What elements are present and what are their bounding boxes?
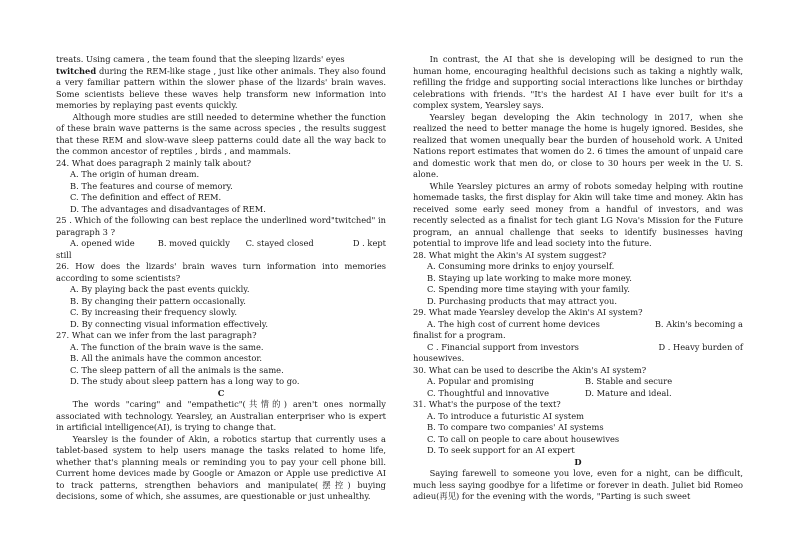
options-row — [413, 342, 743, 354]
paragraph: Yearsley began developing the Akin technology in 2017, when she realized the need to better manage the home is hugely ignored. Besides, she realized that women unequally bear the burden of household work. A United Nations report estimates that women do 2. 6 times the amount of unpaid care and domestic work that men do, or close to 30 hours per week in the U. S. alone. — [413, 111, 743, 179]
text: during the REM-like stage , just like other animals. They also found a very familiar pattern within the slower phase of the lizards' brain waves. Some scientists believe these waves help transform new information into memories by replaying past events quickly. — [56, 65, 386, 110]
option-continuation: still — [56, 249, 72, 260]
option: D. Mature and ideal. — [585, 387, 672, 398]
option: D . kept — [352, 238, 387, 248]
option: B. The features and course of memory. — [70, 180, 233, 191]
options-row — [413, 319, 743, 331]
option: B. moved quickly — [157, 238, 230, 248]
option: A. Consuming more drinks to enjoy yourself. — [427, 261, 615, 271]
option: C. Spending more time staying with your family. — [427, 284, 630, 294]
paragraph: In contrast, the AI that she is developing will be designed to run the human home, encouraging healthful decisions such as taking a nightly walk, refilling the fridge and supporting social interactions like lunches or birthday celebrations with friends. "It's the hardest AI I have ever built for it's a complex system, Yearsley says. — [413, 54, 743, 110]
question-28: 28. What might the Akin's AI system suggest? — [413, 249, 607, 260]
options-row — [413, 388, 743, 400]
question-27: 27. What can we infer from the last paragraph? — [56, 330, 257, 340]
option: D. By connecting visual information effectively. — [70, 318, 269, 329]
option: D. Purchasing products that may attract you. — [427, 295, 618, 306]
question-25: 25 . Which of the following can best replace the underlined word"twitched" in paragraph 3 ? — [56, 215, 386, 237]
paragraph: Saying farewell to someone you love, even for a night, can be difficult, much less saying goodbye for a lifetime or forever in death. Juliet bid Romeo adieu(再见) for the evening with the words, "Parting is such sweet — [413, 468, 743, 501]
option: A. opened wide — [70, 238, 135, 248]
question-24: 24. What does paragraph 2 mainly talk about? — [56, 157, 252, 168]
option: A. The function of the brain wave is the same. — [70, 341, 264, 352]
question-31: 31. What's the purpose of the text? — [413, 399, 561, 409]
option-continuation: housewives. — [413, 353, 465, 363]
option: C. By increasing their frequency slowly. — [70, 307, 237, 317]
option: B. By changing their pattern occasionally. — [70, 295, 246, 306]
question-29: 29. What made Yearsley develop the Akin's AI system? — [413, 307, 643, 317]
text: treats. Using camera , the team found that the sleeping lizards' eyes — [56, 54, 345, 64]
question-26: 26. How does the lizards' brain waves turn information into memories according to some scientists? — [56, 261, 386, 283]
option-continuation: finalist for a program. — [413, 330, 506, 340]
right-column — [413, 54, 743, 503]
option: B. Akin's becoming a — [654, 318, 743, 329]
option: B. Staying up late working to make more money. — [427, 272, 632, 283]
option: C. stayed closed — [245, 238, 314, 248]
option: D. The study about sleep pattern has a long way to go. — [70, 376, 300, 386]
option: A. By playing back the past events quickly. — [70, 284, 250, 294]
option: C. The definition and effect of REM. — [70, 192, 222, 202]
paragraph: The words "caring" and "empathetic"(共情的) aren't ones normally associated with technology. Yearsley, an Australian enterpriser who is expert in artificial intelligence(AI), is trying to change that. — [56, 399, 386, 432]
options-row — [413, 376, 743, 388]
option: A. To introduce a futuristic AI system — [427, 410, 584, 421]
section-heading-c: C — [217, 387, 225, 398]
option: C. The sleep pattern of all the animals is the same. — [70, 364, 284, 375]
option: C. To call on people to care about housewives — [427, 433, 620, 444]
question-30: 30. What can be used to describe the Akin's AI system? — [413, 364, 647, 375]
left-column — [56, 54, 386, 503]
underlined-word: twitched — [56, 65, 97, 76]
option: A. The origin of human dream. — [70, 169, 200, 179]
option: A. The high cost of current home devices — [427, 318, 600, 329]
paragraph — [56, 54, 386, 112]
option: B. To compare two companies' AI systems — [427, 422, 604, 432]
paragraph: Yearsley is the founder of Akin, a robotics startup that currently uses a tablet-based system to help users manage the tasks related to home life, whether that's planning meals or reminding you to pay your cell phone bill. Current home devices made by Google or Amazon or Apple use predictive AI to track patterns, strengthen behaviors and manipulate(摆控) buying decisions, some of which, she assumes, are questionable or just unhealthy. — [56, 433, 386, 501]
option: B. Stable and secure — [585, 376, 673, 386]
option: B. All the animals have the common ancestor. — [70, 353, 263, 363]
options-row — [56, 238, 386, 250]
option: D. To seek support for an AI expert — [427, 445, 575, 455]
paragraph: While Yearsley pictures an army of robots someday helping with routine homemade tasks, the first display for Akin will take time and money. Akin has received some early seed money from a handful of investors, and was recently selected as a finalist for tech giant LG Nova's Mission for the Future program, an annual challenge that seeks to identify businesses having potential to improve life and lead society into the future. — [413, 180, 743, 248]
option: D . Heavy burden of — [658, 341, 743, 352]
option: A. Popular and promising — [427, 376, 534, 386]
option: C . Financial support from investors — [427, 341, 579, 352]
section-heading-d: D — [574, 456, 582, 467]
option: D. The advantages and disadvantages of REM. — [70, 203, 266, 214]
option: C. Thoughtful and innovative — [427, 387, 550, 398]
paragraph: Although more studies are still needed to determine whether the function of these brain wave patterns is the same across species , the results suggest that these REM and slow-wave sleep patterns could date all the way back to the common ancestor of reptiles , birds , and mammals. — [56, 111, 386, 156]
